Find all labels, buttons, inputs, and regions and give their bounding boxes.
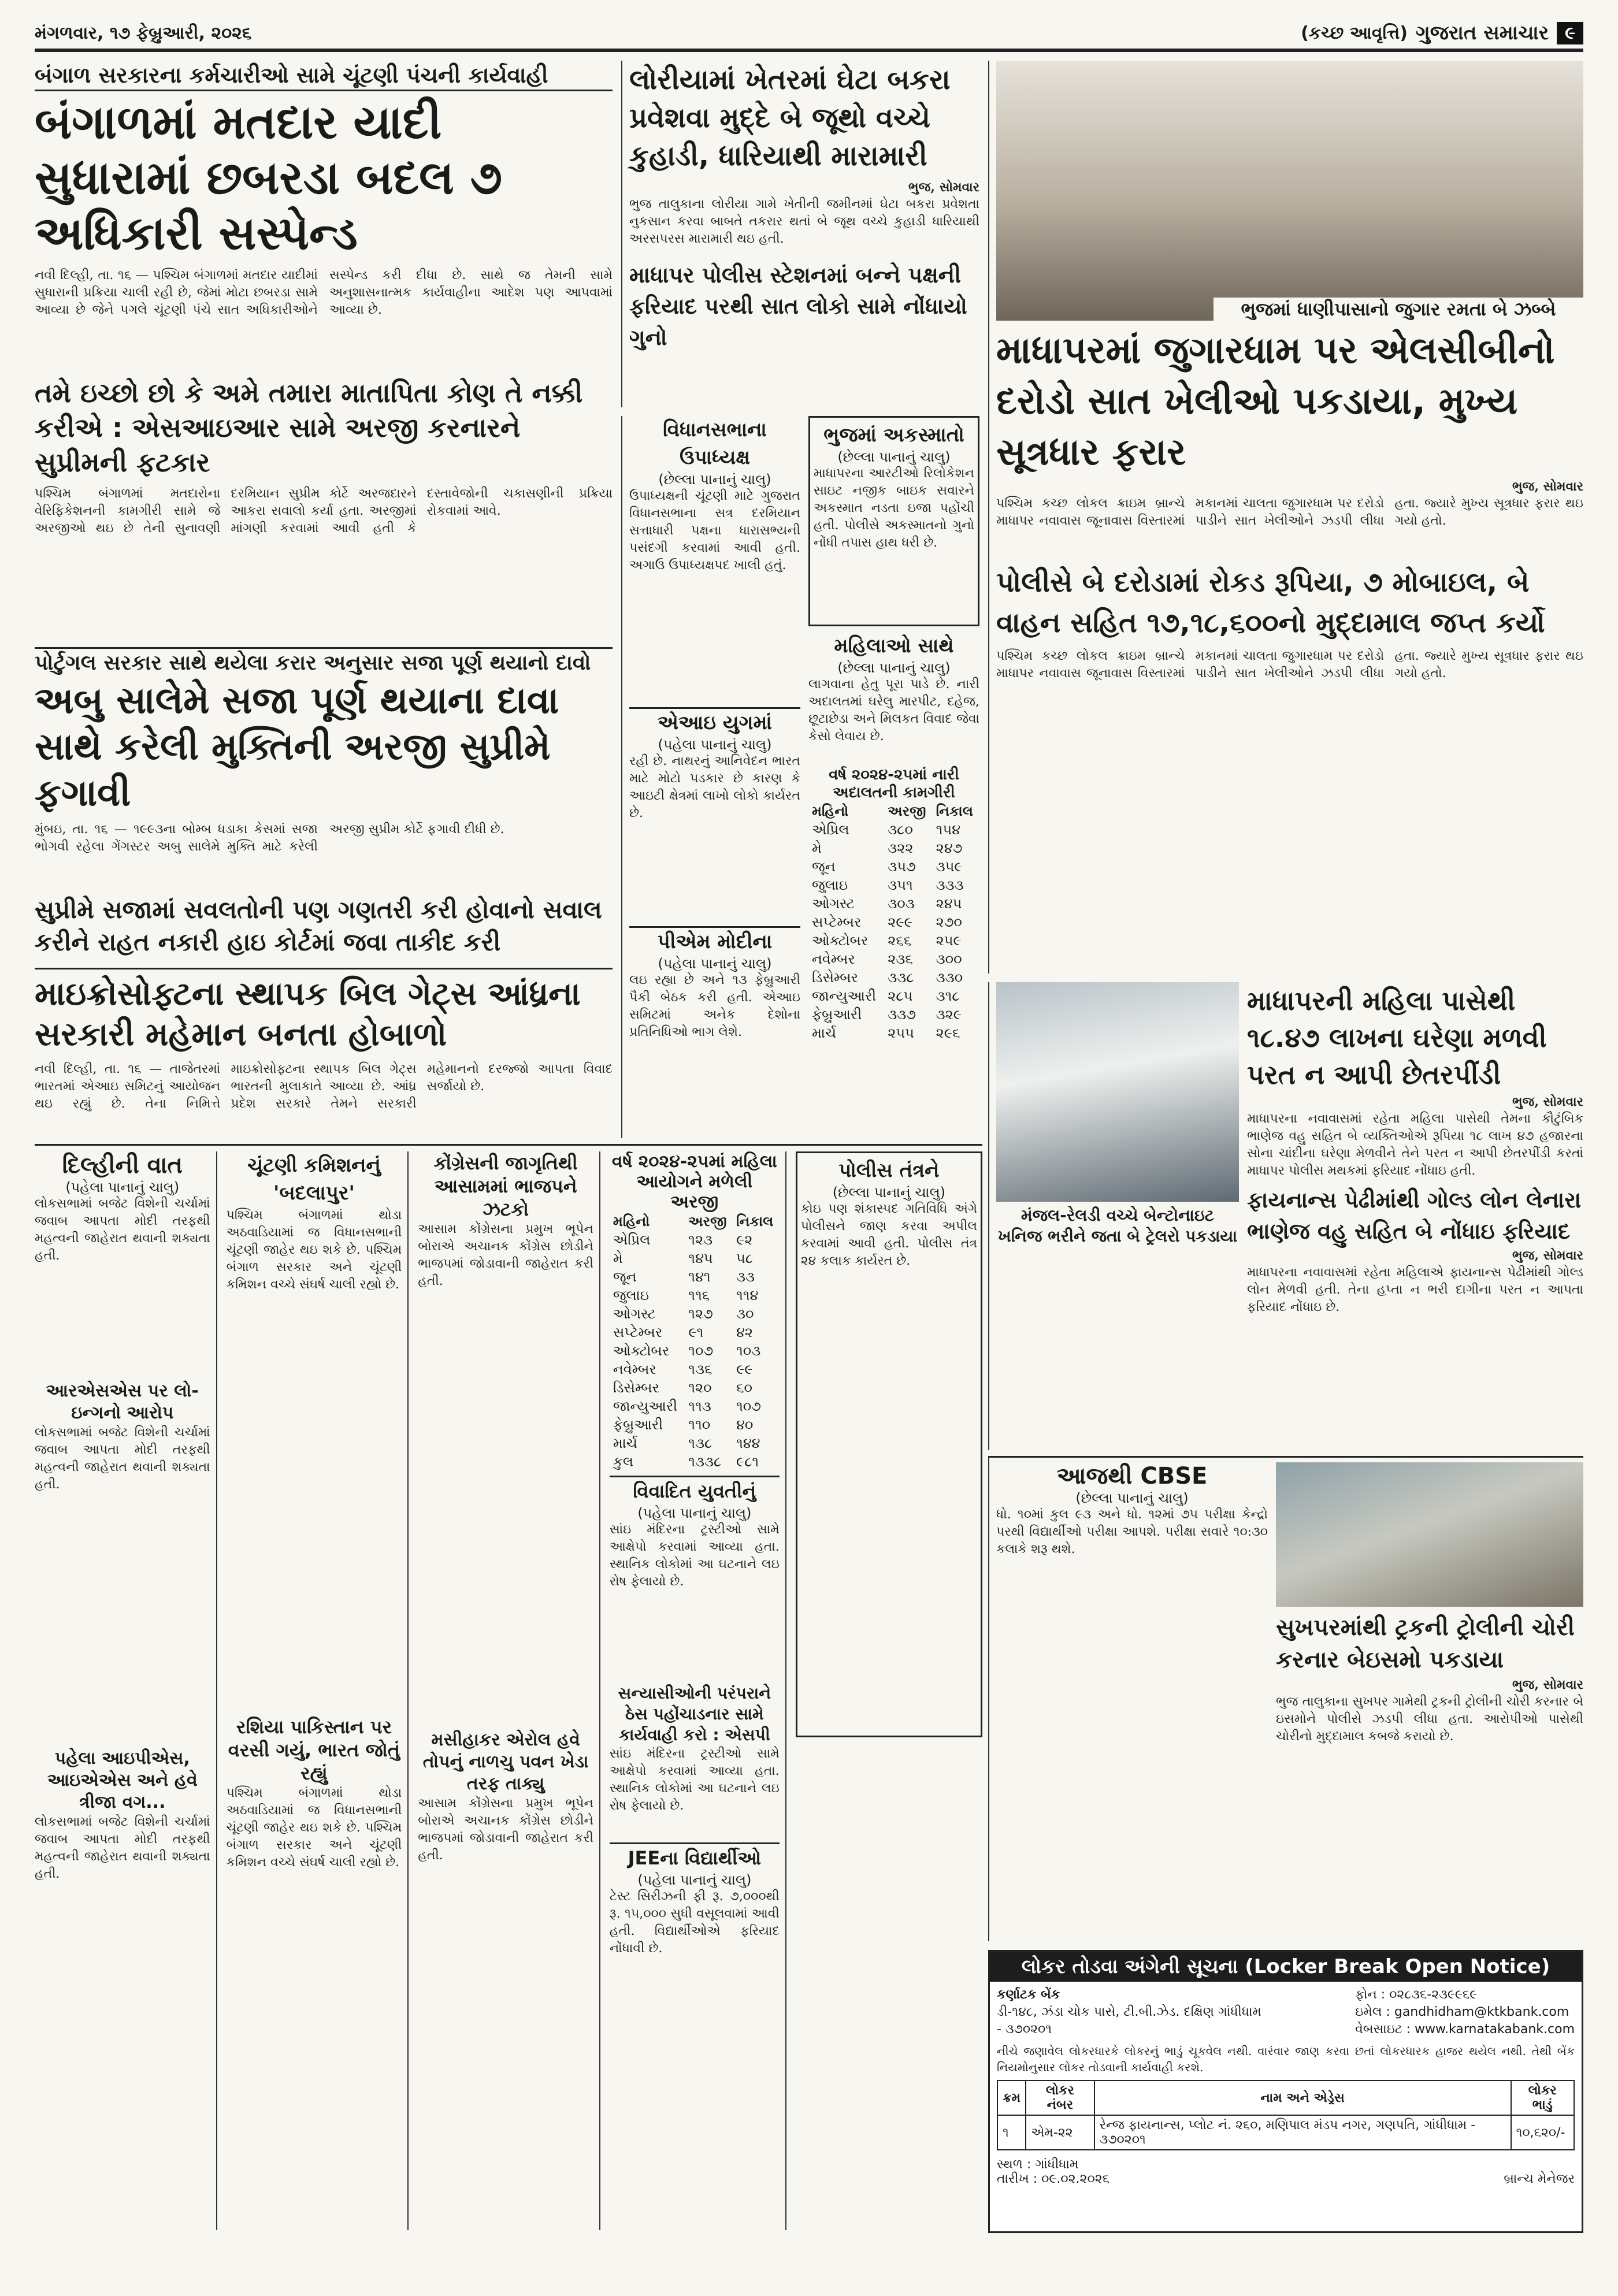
masthead-date: મંગળવાર, ૧૭ ફેબ્રુઆરી, ૨૦૨૬ xyxy=(35,23,252,43)
notice-cell: રેન્જ ફાયનાન્સ, પ્લોટ નં. ૨૬૦, મણિપાલ મંડપ નગર, ગણપતિ, ગાંધીધામ - ૩૭૦૨૦૧ xyxy=(1094,2115,1511,2150)
nari-cell: ૩૨૨ xyxy=(888,840,914,856)
mahila-cell: ૧૨૭ xyxy=(688,1306,713,1322)
abu-subhead: સુપ્રીમે સજામાં સવલતોની પણ ગણતરી કરી હોવાનો સવાલ કરીને રાહત નકારી હાઇ કોર્ટમાં જવા તાકીદ કરી xyxy=(35,896,602,956)
trucks-col xyxy=(996,982,1239,1322)
finance-dateline: ભુજ, સોમવાર xyxy=(1512,1248,1583,1263)
finance-headline: ફાયનાન્સ પેઢીમાંથી ગોલ્ડ લોન લેનારા ભાણેજ વહુ સહિત બે નોંધાઇ ફરિયાદ xyxy=(1247,1187,1582,1244)
notice-bank-block xyxy=(997,1986,1263,2038)
woman-row xyxy=(996,982,1583,1322)
notice-header-cell: લોકર નંબર xyxy=(1026,2080,1094,2115)
disputed-cont: (પહેલા પાનાનું ચાલુ) xyxy=(637,1505,752,1521)
woman-dateline: ભુજ, સોમવાર xyxy=(1512,1094,1583,1109)
mahila-cell: ૧૩૮ xyxy=(688,1435,712,1451)
mahila-cell: ૧૪૫ xyxy=(688,1250,713,1266)
nari-cell: એપ્રિલ xyxy=(812,822,849,838)
delhi-cont: (પહેલા પાનાનું ચાલુ) xyxy=(65,1179,180,1195)
notice-header-row xyxy=(997,2080,1574,2115)
nari-cell: ૩૨૯ xyxy=(936,1006,962,1023)
notice-cell: ૧ xyxy=(997,2115,1026,2150)
mahila-cell: ૧૩૬ xyxy=(688,1361,712,1377)
notice-title: લોકર તોડવા અંગેની સૂચના (Locker Break Open Notice) xyxy=(990,1952,1582,1982)
middle-col-1 xyxy=(629,416,800,1138)
notice-body: નીચે જણાવેલ લોકરધારકે લોકરનું ભાડું ચૂકવેલ નથી. વારંવાર જાણ કરવા છતાં લોકરધારક હાજર થયેલ નથી. તેથી બેંક નિયમોનુસાર લોકર તોડવાની કાર્યવાહી કરશે. xyxy=(997,2044,1575,2074)
mahila-cell: ૧૧૪ xyxy=(736,1287,759,1303)
ec-body: પશ્ચિમ બંગાળમાં થોડા અઠવાડિયામાં જ વિધાનસભાની ચૂંટણી જાહેર થઇ શકે છે. પશ્ચિમ બંગાળ સરકાર અને ચૂંટણી કમિશન વચ્ચે સંઘર્ષ ચાલી રહ્યો છે. xyxy=(226,1208,402,1292)
ec-sub: રશિયા પાકિસ્તાન પર વરસી ગયું, ભારત જોતું રહ્યું xyxy=(228,1716,400,1784)
ec-title: ચૂંટણી કમિશનનું 'બદલાપુર' xyxy=(247,1154,381,1205)
masthead-right xyxy=(1301,21,1583,44)
mahila-cell: ૯૧ xyxy=(688,1324,704,1340)
mahila-total-cell: ૯૮૧ xyxy=(736,1454,759,1470)
sukhpar-dateline: ભુજ, સોમવાર xyxy=(1512,1677,1583,1692)
nari-cell: ૩૩૮ xyxy=(888,969,914,986)
nari-cell: જુલાઇ xyxy=(812,877,848,893)
mahila-cell: ડિસેમ્બર xyxy=(613,1380,659,1396)
loria-block xyxy=(621,61,979,407)
abu-headline: અબુ સાલેમે સજા પૂર્ણ થયાના દાવા સાથે કરેલી મુક્તિની અરજી સુપ્રીમે ફગાવી xyxy=(35,679,559,815)
nari-cell: ૩૦૩ xyxy=(888,896,915,912)
lower-columns-row xyxy=(35,1151,982,2230)
nari-cell: ઓક્ટોબર xyxy=(812,932,869,949)
jee-body: ટેસ્ટ સિરીઝની ફી રૂ. ૭,૦૦૦થી રૂ. ૧૫,૦૦૦ સુધી વસૂલવામાં આવી હતી. વિદ્યાર્થીઓએ ફરિયાદ નોંધાવી છે. xyxy=(609,1889,780,1956)
mahila-cell: ૯૯ xyxy=(736,1361,753,1377)
mahila-cell: એપ્રિલ xyxy=(613,1232,651,1248)
mahila-cell: ૧૦૭ xyxy=(688,1343,714,1359)
mahila-total-label: કુલ xyxy=(613,1454,634,1470)
notice-place: સ્થળ : ગાંધીધામ xyxy=(997,2157,1079,2172)
mahila-cell: ૯૨ xyxy=(736,1232,753,1248)
raid-headline: માધાપરમાં જુગારધામ પર એલસીબીનો દરોડો સાત ખેલીઓ પકડાયા, મુખ્ય સૂત્રધાર ફરાર xyxy=(996,329,1555,474)
delhi-body-3: લોકસભામાં બજેટ વિશેની ચર્ચામાં જવાબ આપતા મોદી તરફથી મહત્વની જાહેરાત થવાની શક્યતા હતી. xyxy=(35,1815,210,1881)
nari-row xyxy=(808,1005,979,1024)
cbse-row xyxy=(996,1462,1583,1911)
masthead xyxy=(35,17,1583,52)
nari-row xyxy=(808,839,979,857)
mahila-row xyxy=(610,1305,780,1323)
nari-cell: ૧૫૪ xyxy=(936,822,961,838)
nari-row xyxy=(808,931,979,950)
delhi-title: દિલ્હીની વાત xyxy=(62,1152,183,1179)
left-block xyxy=(35,61,613,1135)
mahila-row xyxy=(610,1249,780,1268)
notice-footer xyxy=(990,2155,1582,2189)
woman-body: માધાપરના નવાવાસમાં રહેતા મહિલા પાસેથી તેમના કૌટુંબિક ભાણેજ વહુ સહિત બે વ્યક્તિઓએ રૂપિયા ૧૮ લાખ ૪૭ હજારના સોના ચાંદીના ઘરેણા મેળવીને તેને પરત ન આપી છેતરપીંડી કરતાં માધાપર પોલીસ મથકમાં ફરિયાદ નોંધાઇ હતી. xyxy=(1247,1112,1583,1178)
tractor-col xyxy=(1276,1462,1583,1911)
mahila-cell: ૧૪૧ xyxy=(688,1269,711,1285)
cbse-col xyxy=(996,1462,1268,1911)
disputed-body: સાંઇ મંદિરના ટ્રસ્ટીઓ સામે આક્ષેપો કરવામાં આવ્યા હતા. સ્થાનિક લોકોમાં આ ઘટનાને લઇ રોષ ફેલાયો છે. xyxy=(609,1522,780,1589)
notice-place-date xyxy=(997,2157,1109,2186)
women-cont: (છેલ્લા પાનાનું ચાલુ) xyxy=(837,660,951,676)
nari-row xyxy=(808,876,979,894)
mahila-row xyxy=(610,1379,780,1397)
mahila-cell: ૩૩ xyxy=(736,1269,755,1285)
mahila-row xyxy=(610,1342,780,1360)
congress-title: કોંગ્રેસની જાગૃતિથી આસામમાં ભાજપને ઝટકો xyxy=(433,1152,578,1220)
notice-contact-block xyxy=(1355,1986,1575,2038)
nari-cell: ૨૩૬ xyxy=(888,951,913,967)
mahila-row xyxy=(610,1323,780,1342)
mahila-header-row xyxy=(610,1212,780,1231)
mahila-cell: ઓગસ્ટ xyxy=(613,1306,656,1322)
mahila-total-cell: ૧૩૩૮ xyxy=(688,1454,722,1470)
notice-website: વેબસાઇટ : www.karnatakabank.com xyxy=(1355,2022,1575,2037)
woman-headline: માધાપરની મહિલા પાસેથી ૧૮.૪૭ લાખના ઘરેણા મળવી પરત ન આપી છેતરપીંડી xyxy=(1247,985,1547,1090)
mahila-total-row xyxy=(610,1452,780,1471)
disputed-sub: સન્યાસીઓની પરંપરાને ઠેસ પહોંચાડનાર સામે કાર્યવાહી કરો : એસપી xyxy=(618,1684,771,1744)
mahila-row xyxy=(610,1434,780,1452)
ai-body: રહી છે. નાથરનું આનિવેદન ભારત માટે મોટો પડકાર છે કારણ કે આઇટી ક્ષેત્રમાં લાખો લોકો કાર્યરત છે. xyxy=(629,754,800,820)
notice-header-cell: ક્રમ xyxy=(997,2080,1026,2115)
mahila-header-cell: નિકાલ xyxy=(736,1213,774,1229)
congress-sub: મસીહાકર એરોલ હવે તોપનું નાળચુ પવન ખેડા તરફ તાક્યુ xyxy=(422,1730,589,1794)
loria-headline: લોરીયામાં ખેતરમાં ઘેટા બકરા પ્રવેશવા મુદ્દે બે જૂથો વચ્ચે કુહાડી, ધારિયાથી મારામારી xyxy=(629,64,951,172)
sukhpar-body: ભુજ તાલુકાના સુખપર ગામેથી ટ્રકની ટ્રોલીની ચોરી કરનાર બે ઇસમોને પોલીસે ઝડપી લીધા હતા. આરોપીઓ પાસેથી ચોરીનો મુદ્દામાલ કબજે કરાયો છે. xyxy=(1276,1695,1583,1744)
accident-body: માધાપરના આરટીઓ રિલોકેશન સાઇટ નજીક બાઇક સવારને અકસ્માત નડતા ઇજા પહોંચી હતી. પોલીસે અકસ્માતનો ગુનો નોંધી તપાસ હાથ ધરી છે. xyxy=(814,466,974,550)
nari-table xyxy=(808,802,979,1042)
nari-cell: ૨૭૦ xyxy=(936,914,962,930)
nari-cell: ૨૪૭ xyxy=(936,840,963,856)
vidhansabha-body: ઉપાધ્યક્ષની ચૂંટણી માટે ગુજરાત વિધાનસભાના સત્ર દરમિયાન સત્તાધારી પક્ષના ધારાસભ્યની પસંદગી કરવામાં આવી હતી. અગાઉ ઉપાધ્યક્ષપદ ખાલી હતું. xyxy=(629,489,800,573)
nari-cell: ૨૯૬ xyxy=(936,1025,960,1041)
tractor-caption: સુખપરમાંથી ટ્રકની ટ્રોલીની ચોરી કરનાર બેઇસમો પકડાયા xyxy=(1276,1614,1575,1673)
accident-cont: (છેલ્લા પાનાનું ચાલુ) xyxy=(837,449,951,465)
mahila-cell: માર્ચ xyxy=(613,1435,637,1451)
vidhansabha-title: વિધાનસભાના ઉપાધ્યક્ષ xyxy=(663,418,767,469)
nari-cell: ૩૮૦ xyxy=(888,822,913,838)
sc-sir-body: પશ્ચિમ બંગાળમાં મતદારોના વેરિફિકેશનની કામગીરી સામે જે અરજીઓ થઇ છે તેની સુનાવણી દરમિયાન સુપ્રીમ કોર્ટે અરજદારને આકરા સવાલો કર્યા હતા. અરજીમાં માંગણી કરવામાં આવી હતી કે દસ્તાવેજોની ચકાસણીની પ્રક્રિયા રોકવામાં આવે. xyxy=(35,486,613,536)
middle-columns xyxy=(621,416,979,1138)
nari-cell: ડિસેમ્બર xyxy=(812,969,859,986)
abu-kicker: પોર્ટુગલ સરકાર સાથે થયેલા કરાર અનુસાર સજા પૂર્ણ થયાનો દાવો xyxy=(35,651,591,675)
middle-col-2 xyxy=(808,416,979,1138)
nari-cell: ૨૫૯ xyxy=(936,932,962,949)
mahila-cell: ૫૮ xyxy=(736,1250,753,1266)
mahila-row xyxy=(610,1286,780,1305)
notice-phone: ફોન : ૦૨૮૩૬-૨૩૯૯૬૯ xyxy=(1355,1987,1478,2002)
mahila-col xyxy=(610,1151,786,2230)
notice-date: તારીખ : ૦૯.૦૨.૨૦૨૬ xyxy=(997,2172,1109,2186)
nari-row xyxy=(808,950,979,968)
nari-cell: સપ્ટેમ્બર xyxy=(812,914,862,930)
mahila-cell: ૧૪૪ xyxy=(736,1435,760,1451)
nari-header-cell: નિકાલ xyxy=(936,803,973,819)
notice-cell: એમ-૨૨ xyxy=(1026,2115,1094,2150)
raid-body-more: પશ્ચિમ કચ્છ લોકલ ક્રાઇમ બ્રાન્ચે માધાપર નવાવાસ જૂનાવાસ વિસ્તારમાં મકાનમાં ચાલતા જુગારધામ પર દરોડો પાડીને સાત ખેલીઓને ઝડપી લીધા હતા. જ્યારે મુખ્ય સૂત્રધાર ફરાર થઇ ગયો હતો. xyxy=(996,649,1583,681)
delhi-body: લોકસભામાં બજેટ વિશેની ચર્ચામાં જવાબ આપતા મોદી તરફથી મહત્વની જાહેરાત થવાની શક્યતા હતી. xyxy=(35,1197,210,1263)
jee-cont: (પહેલા પાનાનું ચાલુ) xyxy=(637,1872,752,1888)
ai-title: એઆઇ યુગમાં xyxy=(658,711,772,734)
delhi-sub2: પહેલા આઇપીએસ, આઇએએસ અને હવે ત્રીજા વગ... xyxy=(47,1748,198,1812)
nari-cell: ૩૧૮ xyxy=(936,988,960,1004)
trucks-photo xyxy=(996,982,1239,1202)
loria-body: ભુજ તાલુકાના લોરીયા ગામે ખેતીની જમીનમાં ઘેટા બકરા પ્રવેશતા નુકસાન કરવા બાબતે તકરાર થતાં બે જૂથ વચ્ચે કુહાડી ધારિયાથી અરસપરસ મારામારી થઇ હતી. xyxy=(629,197,979,246)
notice-table-wrap xyxy=(990,2075,1582,2155)
nari-cell: ૨૪૫ xyxy=(936,896,962,912)
ai-cont: (પહેલા પાનાનું ચાલુ) xyxy=(658,737,772,753)
mahila-row xyxy=(610,1268,780,1286)
loria-subhead: માધાપર પોલીસ સ્ટેશનમાં બન્ને પક્ષની ફરિયાદ પરથી સાત લોકો સામે નોંધાયો ગુનો xyxy=(629,262,967,350)
mahila-header-cell: અરજી xyxy=(688,1213,727,1229)
nari-header-cell: અરજી xyxy=(888,803,926,819)
loria-dateline: ભુજ, સોમવાર xyxy=(908,180,979,195)
nari-cell: ૩૫૧ xyxy=(888,877,913,893)
mahila-row xyxy=(610,1397,780,1416)
mahila-cell: ૧૧૬ xyxy=(688,1287,710,1303)
ec-col xyxy=(227,1151,409,2230)
middle-columns-row xyxy=(629,416,979,1138)
right-middle-block xyxy=(988,982,1583,1450)
nari-cell: ૩૫૯ xyxy=(936,859,963,875)
police-cont: (છેલ્લા પાનાનું ચાલુ) xyxy=(832,1184,946,1201)
raid-subhead: પોલીસે બે દરોડામાં રોકડ રૂપિયા, ૭ મોબાઇલ, બે વાહન સહિત ૧૭,૧૮,૬૦૦નો મુદ્દામાલ જપ્ત કર્યો xyxy=(996,566,1545,639)
nari-cell: ૩૩૦ xyxy=(936,969,963,986)
notice-header-cell: લોકર ભાડું xyxy=(1511,2080,1574,2115)
disputed-body-2: સાંઇ મંદિરના ટ્રસ્ટીઓ સામે આક્ષેપો કરવામાં આવ્યા હતા. સ્થાનિક લોકોમાં આ ઘટનાને લઇ રોષ ફેલાયો છે. xyxy=(609,1747,780,1813)
masthead-edition: (કચ્છ આવૃત્તિ) xyxy=(1301,23,1408,43)
mahila-cell: જૂન xyxy=(613,1269,637,1285)
nari-header-row xyxy=(808,802,979,820)
nari-cell: ૩૦૦ xyxy=(936,951,962,967)
nari-cell: ૨૬૬ xyxy=(888,932,912,949)
mahila-cell: જુલાઇ xyxy=(613,1287,650,1303)
mahila-row xyxy=(610,1416,780,1434)
notice-cell: ૧૦,૬૨૦/- xyxy=(1511,2115,1574,2150)
mahila-cell: ૧૦૩ xyxy=(736,1343,761,1359)
mahila-cell: ૩૦ xyxy=(736,1306,754,1322)
cbse-title: આજથી CBSE xyxy=(1056,1463,1208,1489)
nari-row xyxy=(808,987,979,1005)
mahila-cell: ૪૦ xyxy=(736,1417,754,1433)
mahila-row xyxy=(610,1360,780,1379)
bengal-headline: બંગાળમાં મતદાર યાદી સુધારામાં છબરડા બદલ ૭ અધિકારી સસ્પેન્ડ xyxy=(35,95,502,260)
delhi-sub1: આરએસએસ પર લો-ઇન્ગનો આરોપ xyxy=(46,1381,199,1423)
lower-columns xyxy=(35,1144,982,2230)
ec-body-2: પશ્ચિમ બંગાળમાં થોડા અઠવાડિયામાં જ વિધાનસભાની ચૂંટણી જાહેર થઇ શકે છે. પશ્ચિમ બંગાળ સરકાર અને ચૂંટણી કમિશન વચ્ચે સંઘર્ષ ચાલી રહ્યો છે. xyxy=(226,1786,402,1870)
disputed-title: વિવાદિત યુવતીનું xyxy=(633,1480,756,1502)
mahila-cell: ૧૦૭ xyxy=(736,1398,761,1414)
gambling-photo xyxy=(996,61,1583,321)
nari-cell: ૩૩૩ xyxy=(936,877,964,893)
women-body: લાગવાના હેતુ પૂરા પાડે છે. નારી અદાલતમાં ઘરેલુ મારપીટ, દહેજ, છૂટાછેડા અને મિલકત વિવાદ જેવા કેસો લેવાય છે. xyxy=(808,677,979,744)
jee-title: JEEના વિદ્યાર્થીઓ xyxy=(628,1847,762,1869)
mahila-cell: મે xyxy=(613,1250,623,1266)
notice-email: ઇમેલ : gandhidham@ktkbank.com xyxy=(1355,2005,1569,2019)
mahila-header-cell: મહિનો xyxy=(613,1213,650,1229)
nari-cell: ૩૫૭ xyxy=(888,859,916,875)
mahila-table-title: વર્ષ ૨૦૨૪-૨૫માં મહિલા આયોગને મળેલી અરજી xyxy=(611,1151,777,1212)
gambling-photo-caption: ભુજમાં ધાણીપાસાનો જુગાર રમતા બે ઝબ્બે xyxy=(1214,298,1583,321)
nari-header-cell: મહિનો xyxy=(812,803,849,819)
mahila-table-body xyxy=(610,1231,780,1452)
notice-signature: બ્રાન્ચ મેનેજર xyxy=(1504,2172,1575,2186)
nari-cell: માર્ચ xyxy=(812,1025,837,1041)
cbse-body: ધો. ૧૦માં કુલ ૯૩ અને ધો. ૧૨માં ૭૫ પરીક્ષા કેન્દ્રો પરથી વિદ્યાર્થીઓ પરીક્ષા આપશે. પરીક્ષા સવારે ૧૦:૩૦ કલાકે શરૂ થશે. xyxy=(996,1507,1268,1556)
police-col xyxy=(796,1151,982,2230)
locker-notice xyxy=(988,1950,1583,2233)
police-title: પોલીસ તંત્રને xyxy=(838,1159,940,1182)
masthead-paper: ગુજરાત સમાચાર xyxy=(1415,21,1549,44)
sc-sir-headline: તમે ઇચ્છો છો કે અમે તમારા માતાપિતા કોણ તે નક્કી કરીએ : એસઆઇઆર સામે અરજી કરનારને સુપ્રીમની ફટકાર xyxy=(35,377,583,478)
nari-row xyxy=(808,1024,979,1042)
mahila-cell: ઓક્ટોબર xyxy=(613,1343,670,1359)
mahila-cell: ફેબ્રુઆરી xyxy=(613,1417,663,1433)
nari-cell: ૨૫૫ xyxy=(888,1025,914,1041)
nari-cell: મે xyxy=(812,840,822,856)
police-box xyxy=(796,1151,982,1737)
mahila-cell: ૪૨ xyxy=(736,1324,753,1340)
nari-cell: ફેબ્રુઆરી xyxy=(812,1006,862,1023)
mahila-cell: ૧૧૩ xyxy=(688,1398,711,1414)
notice-header-cell: નામ અને એડ્રેસ xyxy=(1094,2080,1511,2115)
notice-address: ડી-૧૪૮, ઝંડા ચોક પાસે, ટી.બી.ઝેડ. દક્ષિણ ગાંધીધામ - ૩૭૦૨૦૧ xyxy=(997,2005,1261,2037)
mahila-cell: જાન્યુઆરી xyxy=(613,1398,678,1414)
pm-body: લઇ રહ્યા છે અને ૧૩ ફેબ્રુઆરી પૈકી બેઠક કરી હતી. એઆઇ સમિટમાં અનેક દેશોના પ્રતિનિધિઓ ભાગ લેશે. xyxy=(629,973,800,1039)
nari-row xyxy=(808,913,979,931)
bengal-kicker: બંગાળ સરકારના કર્મચારીઓ સામે ચૂંટણી પંચની કાર્યવાહી xyxy=(35,61,613,91)
delhi-col xyxy=(35,1151,217,2230)
cbse-cont: (છેલ્લા પાનાનું ચાલુ) xyxy=(1075,1490,1189,1506)
mahila-cell: સપ્ટેમ્બર xyxy=(613,1324,663,1340)
nari-table-title: વર્ષ ૨૦૨૪-૨૫માં નારી અદાલતની કામગીરી xyxy=(829,766,959,801)
mahila-cell: ૬૦ xyxy=(736,1380,752,1396)
finance-body: માધાપરના નવાવાસમાં રહેતા મહિલાએ ફાયનાન્સ પેઢીમાંથી ગોલ્ડ લોન મેળવી હતી. તેના હપ્તા ન ભરી દાગીના પરત ન આપતા ફરિયાદ નોંધાઇ છે. xyxy=(1247,1265,1583,1314)
nari-cell: જાન્યુઆરી xyxy=(812,988,877,1004)
delhi-body-2: લોકસભામાં બજેટ વિશેની ચર્ચામાં જવાબ આપતા મોદી તરફથી મહત્વની જાહેરાત થવાની શક્યતા હતી. xyxy=(35,1425,210,1492)
nari-row xyxy=(808,894,979,913)
raid-body: પશ્ચિમ કચ્છ લોકલ ક્રાઇમ બ્રાન્ચે માધાપર નવાવાસ જૂનાવાસ વિસ્તારમાં મકાનમાં ચાલતા જુગારધામ પર દરોડો પાડીને સાત ખેલીઓને ઝડપી લીધા હતા. જ્યારે મુખ્ય સૂત્રધાર ફરાર થઇ ગયો હતો. xyxy=(996,496,1583,528)
raid-dateline: ભુજ, સોમવાર xyxy=(1512,479,1583,494)
nari-cell: ૨૮૫ xyxy=(888,988,913,1004)
mahila-cell: ૧૨૦ xyxy=(688,1380,712,1396)
police-body: કોઇ પણ શંકાસ્પદ ગતિવિધિ અંગે પોલીસને જાણ કરવા અપીલ કરવામાં આવી હતી. પોલીસ તંત્ર ૨૪ કલાક કાર્યરત છે. xyxy=(800,1202,977,1268)
woman-col xyxy=(1247,982,1583,1322)
trucks-caption: મંજલ-રેલડી વચ્ચે બેન્ટોનાઇટ ખનિજ ભરીને જતા બે ટ્રેલરો પકડાયા xyxy=(996,1205,1239,1247)
congress-body-2: આસામ કોંગ્રેસના પ્રમુખ ભૂપેન બોરાએ અચાનક કોંગ્રેસ છોડીને ભાજપમાં જોડાવાની જાહેરાત કરી હતી. xyxy=(418,1796,593,1863)
nari-cell: ૩૩૭ xyxy=(888,1006,916,1023)
mahila-cell: ૧૧૦ xyxy=(688,1417,711,1433)
right-lower-block xyxy=(988,1456,1583,1941)
mahila-cell: ૧૨૩ xyxy=(688,1232,713,1248)
nari-cell: જૂન xyxy=(812,859,836,875)
notice-contact xyxy=(990,1982,1582,2043)
right-top-block xyxy=(988,61,1583,974)
congress-body: આસામ કોંગ્રેસના પ્રમુખ ભૂપેન બોરાએ અચાનક કોંગ્રેસ છોડીને ભાજપમાં જોડાવાની જાહેરાત કરી હતી. xyxy=(418,1222,593,1288)
tractor-photo xyxy=(1276,1462,1583,1607)
mahila-row xyxy=(610,1231,780,1249)
page-number: ૯ xyxy=(1557,22,1583,44)
nari-cell: ૨૯૯ xyxy=(888,914,912,930)
mahila-table xyxy=(610,1212,780,1471)
women-title: મહિલાઓ સાથે xyxy=(834,634,954,657)
gates-headline: માઇક્રોસોફ્ટના સ્થાપક બિલ ગેટ્સ આંધ્રના સરકારી મહેમાન બનતા હોબાળો xyxy=(35,975,581,1053)
mahila-cell: નવેમ્બર xyxy=(613,1361,656,1377)
pm-cont: (પહેલા પાનાનું ચાલુ) xyxy=(658,956,772,972)
abu-body: મુંબઇ, તા. ૧૬ — ૧૯૯૩ના બોમ્બ ધડાકા કેસમાં સજા ભોગવી રહેલા ગેંગસ્ટર અબુ સાલેમે મુક્તિ માટે કરેલી અરજી સુપ્રીમ કોર્ટે ફગાવી દીધી છે. xyxy=(35,822,504,854)
nari-row xyxy=(808,857,979,876)
congress-col xyxy=(418,1151,600,2230)
gates-body: નવી દિલ્હી, તા. ૧૬ — તાજેતરમાં ભારતમાં એઆઇ સમિટનું આયોજન થઇ રહ્યું છે. તેના નિમિત્તે માઇક્રોસોફ્ટના સ્થાપક બિલ ગેટ્સ ભારતની મુલાકાતે આવ્યા છે. આંધ્ર પ્રદેશ સરકારે તેમને સરકારી મહેમાનનો દરજ્જો આપતા વિવાદ સર્જાયો છે. xyxy=(35,1062,613,1111)
nari-cell: નવેમ્બર xyxy=(812,951,855,967)
bengal-body: નવી દિલ્હી, તા. ૧૬ — પશ્ચિમ બંગાળમાં મતદાર યાદીમાં સુધારાની પ્રક્રિયા ચાલી રહી છે, જેમાં મોટા છબરડા સામે આવ્યા છે જેને પગલે ચૂંટણી પંચે સાત અધિકારીઓને સસ્પેન્ડ કરી દીધા છે. સાથે જ તેમની સામે અનુશાસનાત્મક કાર્યવાહીના આદેશ પણ આપવામાં આવ્યા છે. xyxy=(35,268,613,317)
pm-title: પીએમ મોદીના xyxy=(657,930,773,953)
notice-table xyxy=(997,2080,1575,2150)
nari-row xyxy=(808,968,979,987)
nari-row xyxy=(808,820,979,839)
accident-title: ભુજમાં અકસ્માતો xyxy=(823,423,964,447)
accident-box xyxy=(808,416,979,626)
notice-row xyxy=(997,2115,1574,2150)
notice-bank: કર્ણાટક બેંક xyxy=(997,1987,1060,2002)
vidhansabha-cont: (છેલ્લા પાનાનું ચાલુ) xyxy=(658,471,771,488)
nari-table-body xyxy=(808,820,979,1042)
nari-cell: ઓગસ્ટ xyxy=(812,896,855,912)
